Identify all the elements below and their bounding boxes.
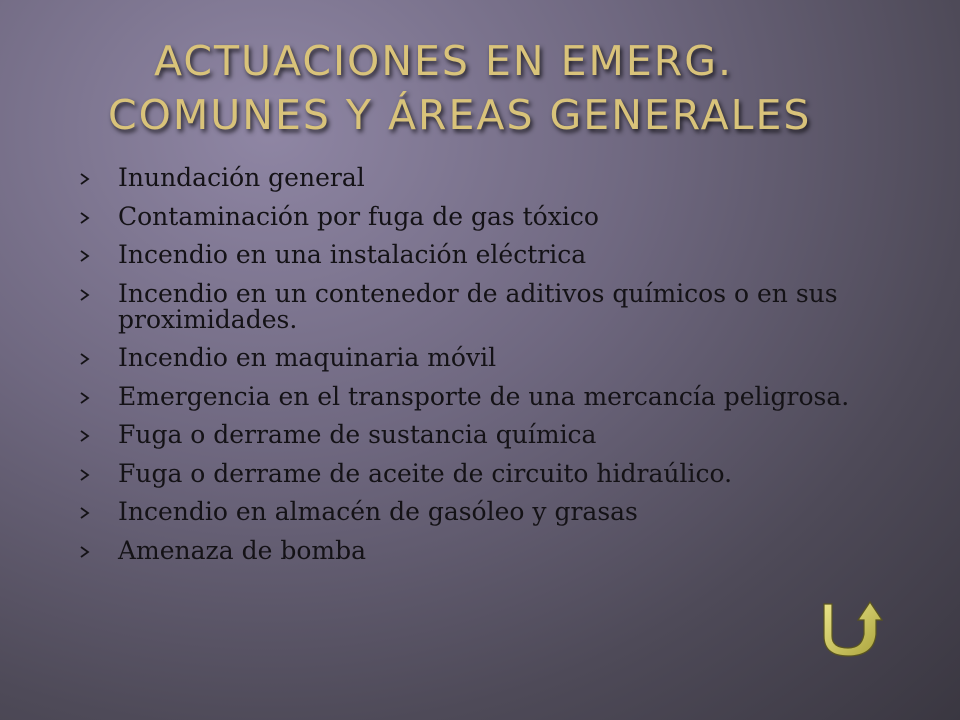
chevron-right-icon [78,288,92,302]
bullet-list [78,165,898,576]
bullet-text: Incendio en almacén de gasóleo y grasas [118,497,638,526]
bullet-item [78,458,898,488]
bullet-text: Incendio en maquinaria móvil [118,343,497,372]
bullet-item [78,165,898,191]
chevron-right-icon [78,352,92,366]
bullet-text: Incendio en una instalación eléctrica [118,240,587,269]
return-arrow-icon[interactable] [816,598,886,660]
title-line-2: COMUNES Y ÁREAS GENERALES [108,91,812,139]
chevron-right-icon [78,172,92,186]
bullet-item [78,345,898,371]
slide-title [108,34,928,142]
bullet-text: Amenaza de bomba [118,535,366,565]
bullet-item [78,381,898,411]
bullet-item [78,499,898,525]
bullet-item [78,242,898,268]
bullet-text: Contaminación por fuga de gas tóxico [118,201,599,231]
title-line-1: ACTUACIONES EN EMERG. [154,37,734,85]
bullet-text: Fuga o derrame de aceite de circuito hidraúlico. [118,458,733,488]
chevron-right-icon [78,429,92,443]
bullet-text: Fuga o derrame de sustancia química [118,420,597,449]
chevron-right-icon [78,545,92,559]
chevron-right-icon [78,391,92,405]
chevron-right-icon [78,211,92,225]
chevron-right-icon [78,506,92,520]
bullet-text: Emergencia en el transporte de una mercancía peligrosa. [118,381,850,411]
bullet-item [78,422,898,448]
bullet-text: Incendio en un contenedor de aditivos químicos o en sus proximidades. [118,278,838,334]
bullet-item [78,201,898,231]
chevron-right-icon [78,468,92,482]
chevron-right-icon [78,249,92,263]
bullet-text: Inundación general [118,163,365,192]
bullet-item [78,278,898,334]
bullet-item [78,535,898,565]
